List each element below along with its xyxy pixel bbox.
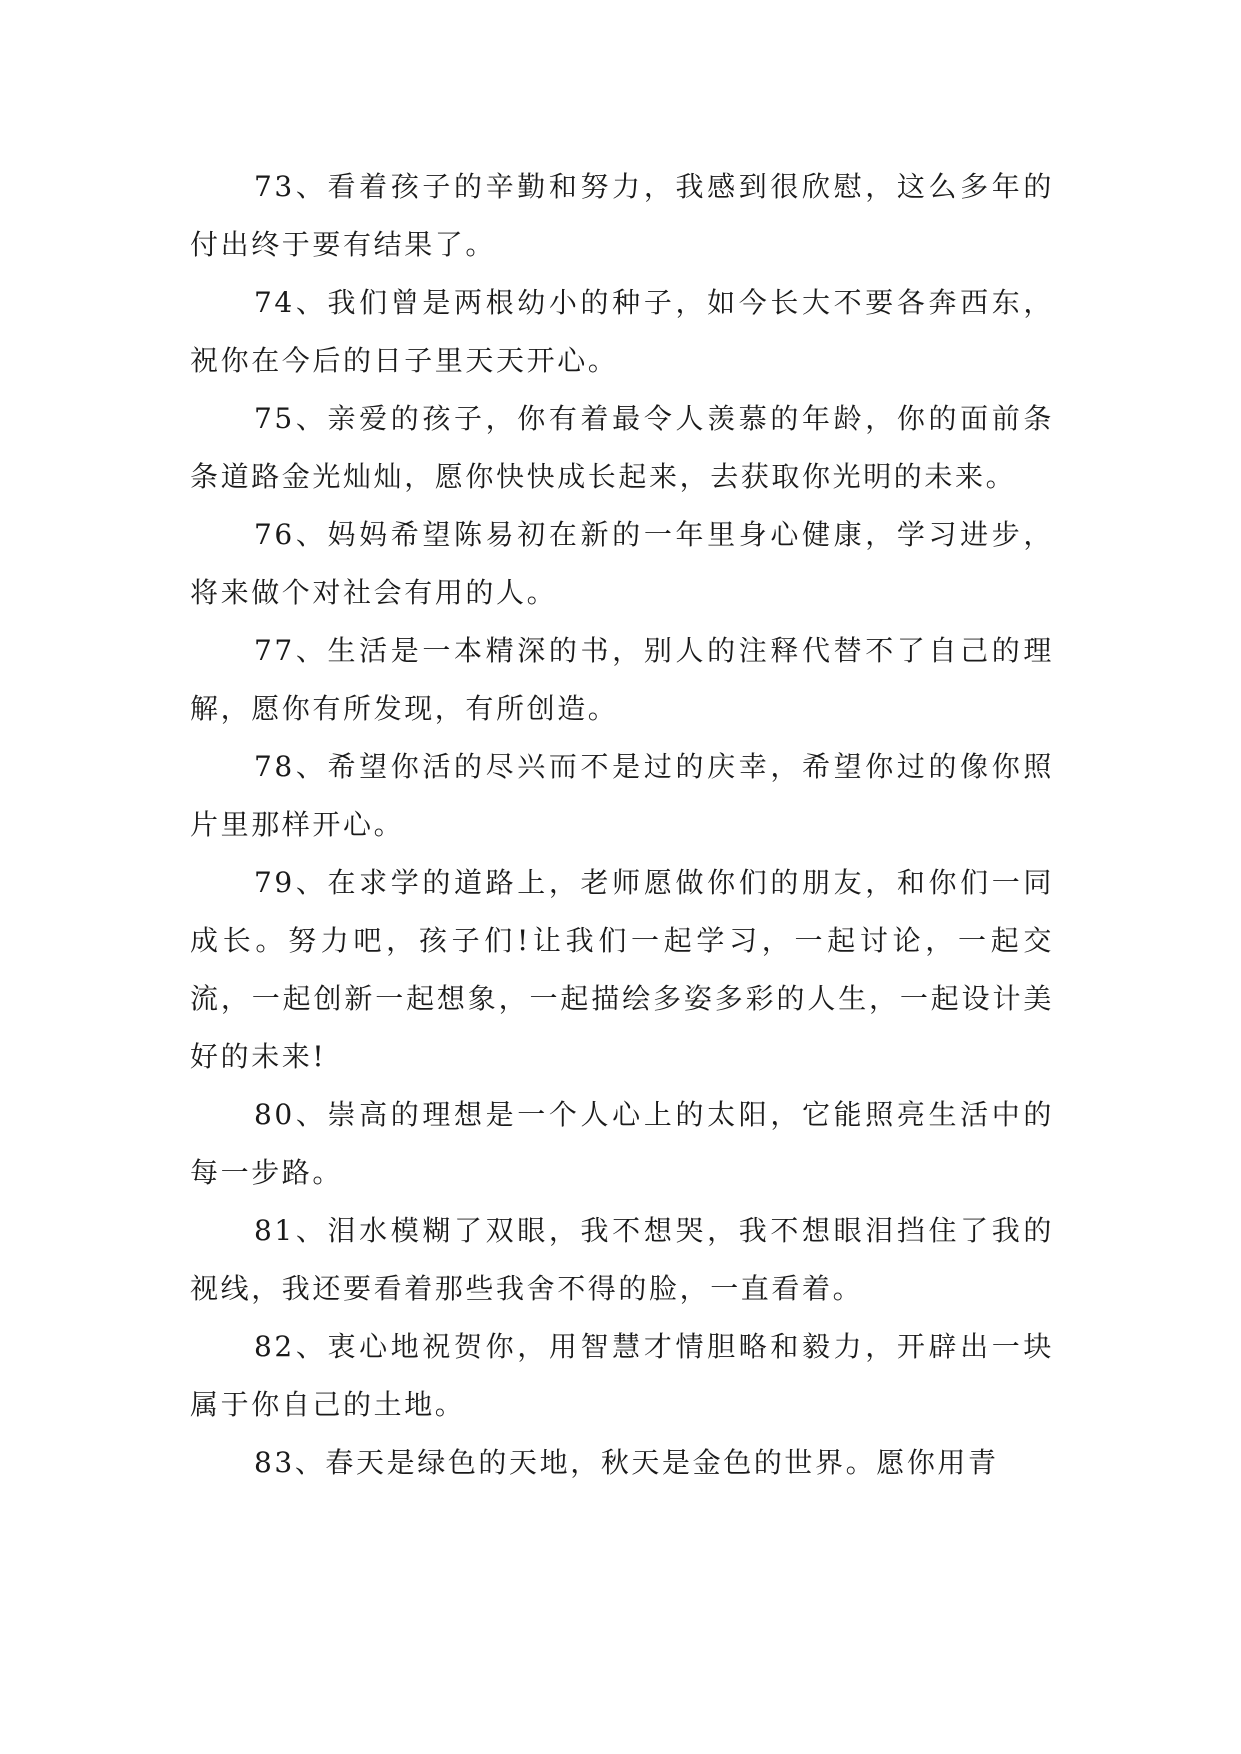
paragraph-83: 83、春天是绿色的天地，秋天是金色的世界。愿你用青 [254, 1446, 999, 1479]
paragraph-81: 81、泪水模糊了双眼，我不想哭，我不想眼泪挡住了我的视线，我还要看着那些我舍不得的脸，一直看着。 [190, 1214, 1054, 1305]
paragraph-75: 75、亲爱的孩子，你有着最令人羡慕的年龄，你的面前条条道路金光灿灿，愿你快快成长起来，去获取你光明的未来。 [190, 402, 1054, 493]
paragraph-78: 78、希望你活的尽兴而不是过的庆幸，希望你过的像你照片里那样开心。 [190, 750, 1054, 841]
paragraph-76: 76、妈妈希望陈易初在新的一年里身心健康，学习进步，将来做个对社会有用的人。 [190, 518, 1054, 609]
paragraph-77: 77、生活是一本精深的书，别人的注释代替不了自己的理解，愿你有所发现，有所创造。 [190, 634, 1054, 725]
document-body [190, 158, 1054, 1492]
paragraph-73: 73、看着孩子的辛勤和努力，我感到很欣慰，这么多年的付出终于要有结果了。 [190, 170, 1054, 261]
paragraph-82: 82、衷心地祝贺你，用智慧才情胆略和毅力，开辟出一块属于你自己的土地。 [190, 1330, 1054, 1421]
paragraph-74: 74、我们曾是两根幼小的种子，如今长大不要各奔西东，祝你在今后的日子里天天开心。 [190, 286, 1054, 377]
paragraph-80: 80、崇高的理想是一个人心上的太阳，它能照亮生活中的每一步路。 [190, 1098, 1054, 1189]
paragraph-79: 79、在求学的道路上，老师愿做你们的朋友，和你们一同成长。努力吧，孩子们!让我们一起学习，一起讨论，一起交流，一起创新一起想象，一起描绘多姿多彩的人生，一起设计美好的未来! [190, 866, 1054, 1073]
